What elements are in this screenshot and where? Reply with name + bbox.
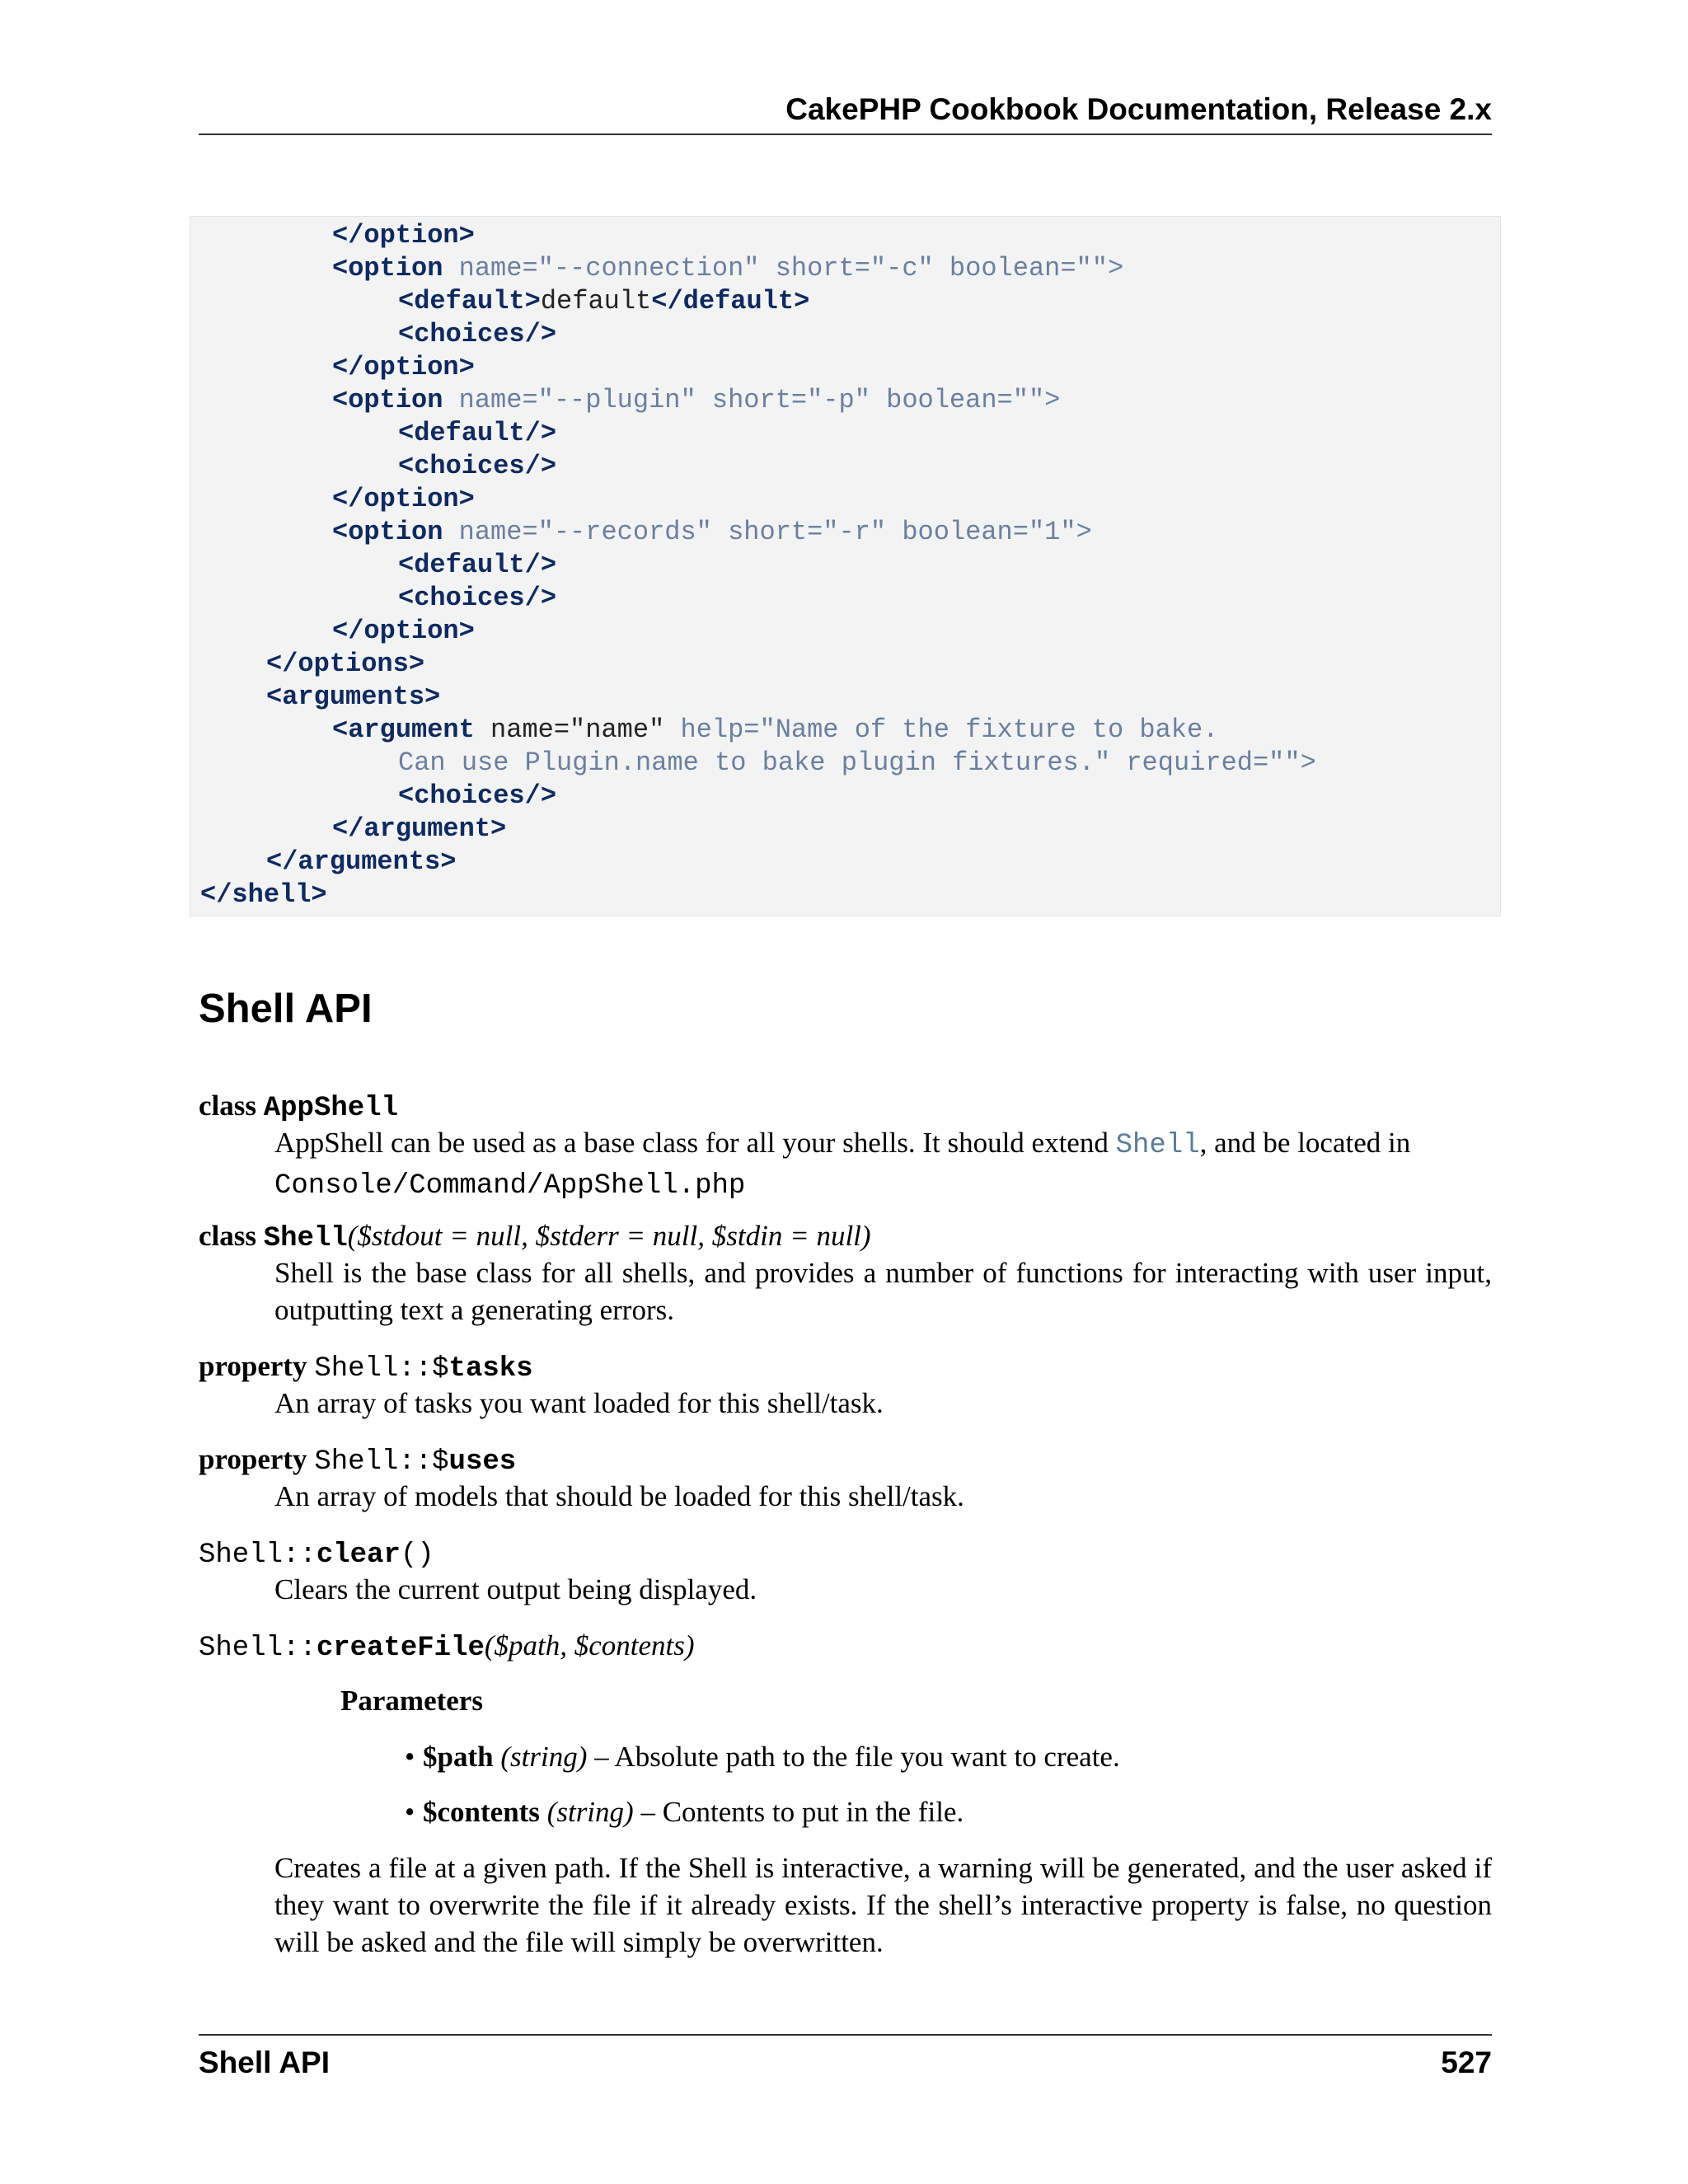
- createfile-signature: [199, 1628, 695, 1666]
- code-token: <option: [332, 253, 443, 284]
- code-token: </argument>: [332, 813, 507, 844]
- code-token: name="--connection" short="-c" boolean="">: [443, 253, 1124, 284]
- code-line: [398, 747, 1316, 780]
- param-type: (string): [500, 1741, 588, 1773]
- footer-rule: [199, 2034, 1492, 2036]
- code-token: <choices/>: [398, 319, 557, 349]
- code-token: </option>: [332, 352, 475, 382]
- code-token: </option>: [332, 484, 475, 514]
- uses-keyword: property: [199, 1443, 307, 1475]
- clear-parens: (): [400, 1540, 434, 1571]
- shell-name: Shell: [263, 1223, 348, 1254]
- uses-prefix: Shell::$: [314, 1446, 449, 1478]
- code-line: [398, 318, 556, 351]
- code-line: [332, 219, 475, 252]
- appshell-desc-text: AppShell can be used as a base class for all your shells. It should extend: [274, 1127, 1116, 1159]
- clear-description: Clears the current output being displayed.: [274, 1573, 757, 1605]
- shell-description: Shell is the base class for all shells, and provides a number of functions for interacting with user input, outputting text a generating errors.: [274, 1257, 1492, 1326]
- code-line: [332, 384, 1060, 417]
- code-line: [332, 516, 1092, 549]
- code-line: [332, 351, 475, 384]
- tasks-name: tasks: [448, 1353, 533, 1385]
- code-token: <default/>: [398, 550, 557, 580]
- code-token: name="name": [474, 715, 681, 745]
- code-line: [398, 780, 556, 813]
- appshell-desc-text-2: , and be located in: [1199, 1127, 1411, 1159]
- createfile-prefix: Shell::: [199, 1633, 316, 1664]
- clear-name: clear: [316, 1540, 401, 1571]
- clear-signature: [199, 1535, 434, 1573]
- uses-name: uses: [448, 1446, 517, 1478]
- code-token: <default/>: [398, 418, 557, 448]
- createfile-description: Creates a file at a given path. If the Shell is interactive, a warning will be generated, and the user asked if they want to overwrite the file if it already exists. If the shell’s interactive property is false, no question will be asked and the file will simply be overwritten.: [274, 1852, 1492, 1958]
- clear-prefix: Shell::: [199, 1540, 316, 1571]
- code-token: <choices/>: [398, 451, 557, 481]
- tasks-keyword: property: [199, 1350, 307, 1382]
- param-desc: – Contents to put in the file.: [633, 1796, 964, 1828]
- code-token: </shell>: [200, 879, 327, 910]
- code-line: [200, 879, 327, 912]
- param-name: $contents: [423, 1796, 540, 1828]
- running-header: CakePHP Cookbook Documentation, Release 2.x: [785, 92, 1492, 126]
- param-item-contents: [405, 1794, 964, 1830]
- code-token: <argument: [332, 715, 475, 745]
- code-line: [332, 252, 1123, 285]
- code-token: <choices/>: [398, 583, 557, 613]
- appshell-signature: [199, 1088, 398, 1127]
- code-token: </default>: [651, 286, 810, 316]
- bullet-dot: •: [405, 1741, 415, 1773]
- code-token: <choices/>: [398, 780, 557, 811]
- param-item-path: [405, 1739, 1120, 1775]
- code-token: <arguments>: [266, 682, 441, 712]
- code-line: [398, 582, 556, 615]
- param-name: $path: [423, 1741, 494, 1773]
- parameters-label: Parameters: [340, 1685, 483, 1717]
- shell-class-link[interactable]: Shell: [1115, 1130, 1200, 1161]
- page-number: 527: [1441, 2046, 1492, 2079]
- appshell-name: AppShell: [263, 1093, 398, 1124]
- code-token: </options>: [266, 649, 425, 679]
- appshell-keyword: class: [199, 1090, 256, 1122]
- footer-section: Shell API: [199, 2046, 331, 2079]
- code-line: [266, 681, 440, 714]
- header-rule: [199, 134, 1492, 135]
- appshell-path: Console/Command/AppShell.php: [274, 1170, 746, 1202]
- code-line: [332, 714, 1218, 747]
- code-line: [332, 483, 475, 516]
- code-token: <default>: [398, 286, 541, 316]
- code-token: name="--plugin" short="-p" boolean="">: [443, 385, 1061, 415]
- createfile-name: createFile: [316, 1633, 485, 1664]
- section-title: Shell API: [199, 987, 373, 1031]
- bullet-dot: •: [405, 1796, 415, 1828]
- code-line: [398, 450, 556, 483]
- code-token: Can use Plugin.name to bake plugin fixtures." required="">: [398, 748, 1316, 778]
- shell-signature: [199, 1218, 871, 1257]
- code-line: [266, 648, 424, 681]
- tasks-prefix: Shell::$: [314, 1353, 449, 1385]
- code-line: [332, 813, 506, 846]
- code-block: [190, 216, 1501, 916]
- code-token: help="Name of the fixture to bake.: [680, 715, 1219, 745]
- tasks-signature: [199, 1348, 533, 1387]
- code-token: name="--records" short="-r" boolean="1">: [443, 517, 1092, 547]
- code-line: [398, 549, 556, 582]
- code-token: default: [540, 286, 652, 316]
- code-line: [398, 285, 809, 318]
- code-token: </option>: [332, 616, 475, 646]
- code-line: [398, 417, 556, 450]
- appshell-description: [274, 1124, 1492, 1205]
- shell-keyword: class: [199, 1220, 256, 1252]
- shell-params: ($stdout = null, $stderr = null, $stdin = null): [347, 1220, 871, 1252]
- code-token: <option: [332, 385, 443, 415]
- param-desc: – Absolute path to the file you want to create.: [587, 1741, 1120, 1773]
- code-line: [332, 615, 475, 648]
- param-type: (string): [546, 1796, 634, 1828]
- uses-signature: [199, 1441, 516, 1480]
- uses-description: An array of models that should be loaded for this shell/task.: [274, 1480, 964, 1512]
- code-token: <option: [332, 517, 443, 547]
- code-token: </option>: [332, 220, 475, 251]
- code-line: [266, 846, 456, 879]
- createfile-params: ($path, $contents): [484, 1629, 695, 1661]
- tasks-description: An array of tasks you want loaded for this shell/task.: [274, 1387, 884, 1419]
- code-token: </arguments>: [266, 846, 457, 877]
